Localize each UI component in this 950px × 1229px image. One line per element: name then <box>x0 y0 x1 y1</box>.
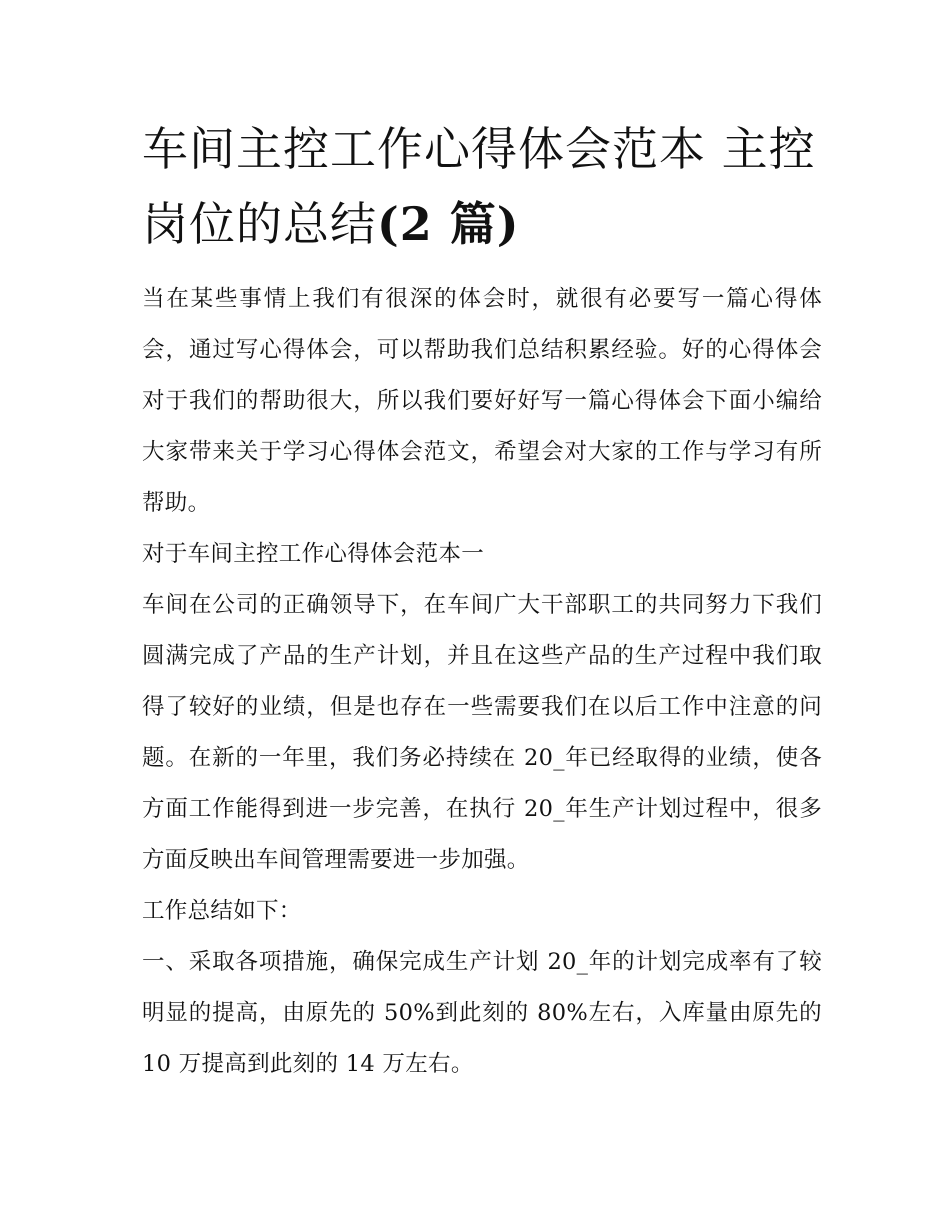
title-main: 车间主控工作心得体会范本 主控岗位的总结 <box>142 122 816 251</box>
document-title <box>142 112 822 262</box>
title-suffix: (2 篇) <box>377 197 520 251</box>
section-heading: 对于车间主控工作心得体会范本一 <box>142 541 485 567</box>
intro-paragraph: 当在某些事情上我们有很深的体会时，就很有必要写一篇心得体会，通过写心得体会，可以帮助我们总结积累经验。好的心得体会对于我们的帮助很大，所以我们要好好写一篇心得体会下面小编给大家带来关于学习心得体会范文，希望会对大家的工作与学习有所帮助。 <box>142 286 822 516</box>
list-item-one: 一、采取各项措施，确保完成生产计划 20_年的计划完成率有了较明显的提高，由原先的 50%到此刻的 80%左右，入库量由原先的 10 万提高到此刻的 14 万左右。 <box>142 949 822 1077</box>
summary-heading: 工作总结如下： <box>142 898 302 924</box>
body-paragraph: 车间在公司的正确领导下，在车间广大干部职工的共同努力下我们圆满完成了产品的生产计划，并且在这些产品的生产过程中我们取得了较好的业绩，但是也存在一些需要我们在以后工作中注意的问题。在新的一年里，我们务必持续在 20_年已经取得的业绩，使各方面工作能得到进一步完善，在执行 20_年生产计划过程中，很多方面反映出车间管理需要进一步加强。 <box>142 592 822 873</box>
document-page <box>142 112 822 1090</box>
